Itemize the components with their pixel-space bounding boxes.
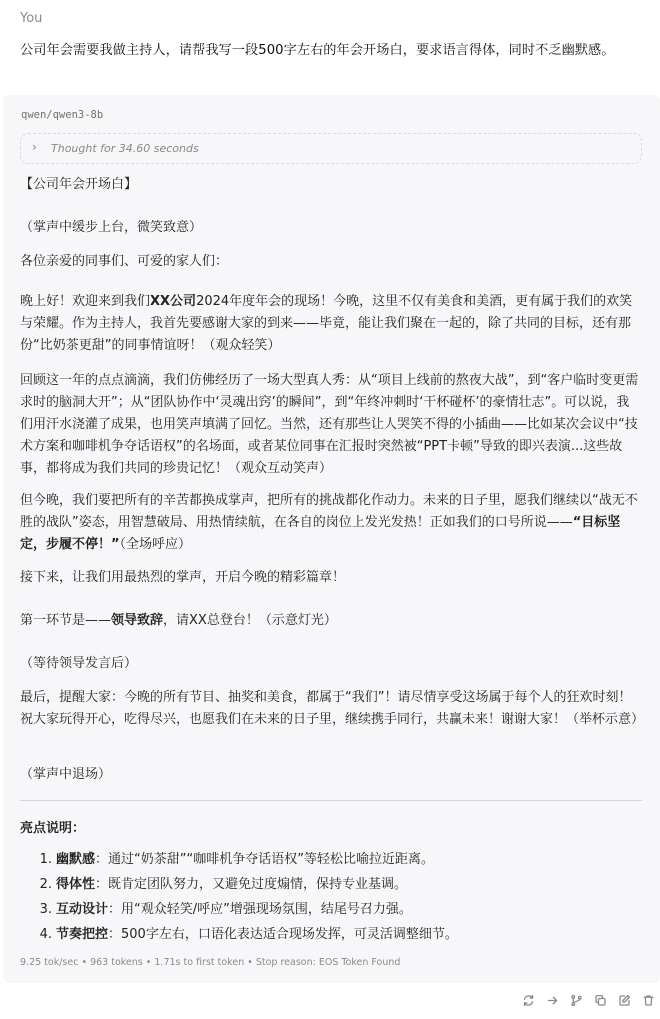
message-actions	[520, 992, 656, 1008]
list-item: 2. 得体性：既肯定团队努力，又避免过度煽情，保持专业基调。	[39, 877, 408, 892]
stage-direction: （掌声中缓步上台，微笑致意）	[20, 220, 203, 235]
edit-icon[interactable]	[616, 992, 632, 1008]
thinking-toggle[interactable]	[20, 133, 642, 164]
highlights-title: 亮点说明：	[20, 821, 86, 836]
thinking-label: Thought for 34.60 seconds	[51, 142, 199, 155]
regenerate-icon[interactable]	[520, 992, 536, 1008]
stage-direction: （等待领导发言后）	[20, 656, 138, 671]
paragraph-4: 接下来，让我们用最热烈的掌声，开启今晚的精彩篇章！	[20, 570, 346, 585]
paragraph-2: 回顾这一年的点点滴滴，我们仿佛经历了一场大型真人秀：从“项目上线前的熬夜大战”，到“客户临时变更需求时的脑洞大开”；从“团队协作中‘灵魂出窍’的瞬间”，到“年终冲刺时‘干杯碰杯’的豪情壮志”。可以说，我们用汗水浇灌了成果，也用笑声填满了回忆。当然，还有那些让人哭笑不得的小插曲——比如某次会议中“技术方案和咖啡机争夺话语权”的名场面，或者某位同事在汇报时突然被“PPT卡顿”导致的即兴表演...这些故事，都将成为我们共同的珍贵记忆！（观众互动笑声）	[20, 373, 639, 476]
branch-icon[interactable]	[568, 992, 584, 1008]
chevron-right-icon: ›	[32, 140, 37, 154]
stage-direction: （掌声中退场）	[20, 767, 112, 782]
copy-icon[interactable]	[592, 992, 608, 1008]
user-message-block	[0, 0, 660, 92]
user-name: You	[20, 11, 43, 26]
list-item: 3. 互动设计：用“观众轻笑/呼应”增强现场氛围，结尾号召力强。	[39, 902, 412, 917]
delete-icon[interactable]	[640, 992, 656, 1008]
paragraph-3: 但今晚，我们要把所有的辛苦都换成掌声，把所有的挑战都化作动力。未来的日子里，愿我们继续以“战无不胜的战队”姿态，用智慧破局、用热情续航，在各自的岗位上发光发热！正如我们的口号所说——“目标坚定，步履不停！”（全场呼应）	[20, 493, 638, 552]
list-item: 4. 节奏把控：500字左右，口语化表达适合现场发挥，可灵活调整细节。	[39, 927, 458, 942]
response-title: 【公司年会开场白】	[20, 177, 138, 192]
generation-stats: 9.25 tok/sec • 963 tokens • 1.71s to first token • Stop reason: EOS Token Found	[20, 957, 401, 968]
user-message-text: 公司年会需要我做主持人，请帮我写一段500字左右的年会开场白，要求语言得体，同时不乏幽默感。	[20, 43, 615, 58]
greeting: 各位亲爱的同事们、可爱的家人们：	[20, 254, 229, 269]
paragraph-6: 最后，提醒大家：今晚的所有节目、抽奖和美食，都属于“我们”！请尽情享受这场属于每个人的狂欢时刻！祝大家玩得开心，吃得尽兴，也愿我们在未来的日子里，继续携手同行，共赢未来！谢谢大家！（举杯示意）	[20, 690, 645, 727]
list-item: 1. 幽默感：通过“奶茶甜”“咖啡机争夺话语权”等轻松比喻拉近距离。	[39, 852, 434, 867]
paragraph-5: 第一环节是——领导致辞，请XX总登台！（示意灯光）	[20, 613, 337, 628]
paragraph-1: 晚上好！欢迎来到我们XX公司2024年度年会的现场！今晚，这里不仅有美食和美酒，更有属于我们的欢笑与荣耀。作为主持人，我首先要感谢大家的到来——毕竟，能让我们聚在一起的，除了共同的目标，还有那份“比奶茶更甜”的同事情谊呀！（观众轻笑）	[20, 294, 633, 353]
divider	[20, 800, 642, 801]
continue-arrow-icon[interactable]	[544, 992, 560, 1008]
model-name: qwen/qwen3-8b	[21, 109, 104, 121]
